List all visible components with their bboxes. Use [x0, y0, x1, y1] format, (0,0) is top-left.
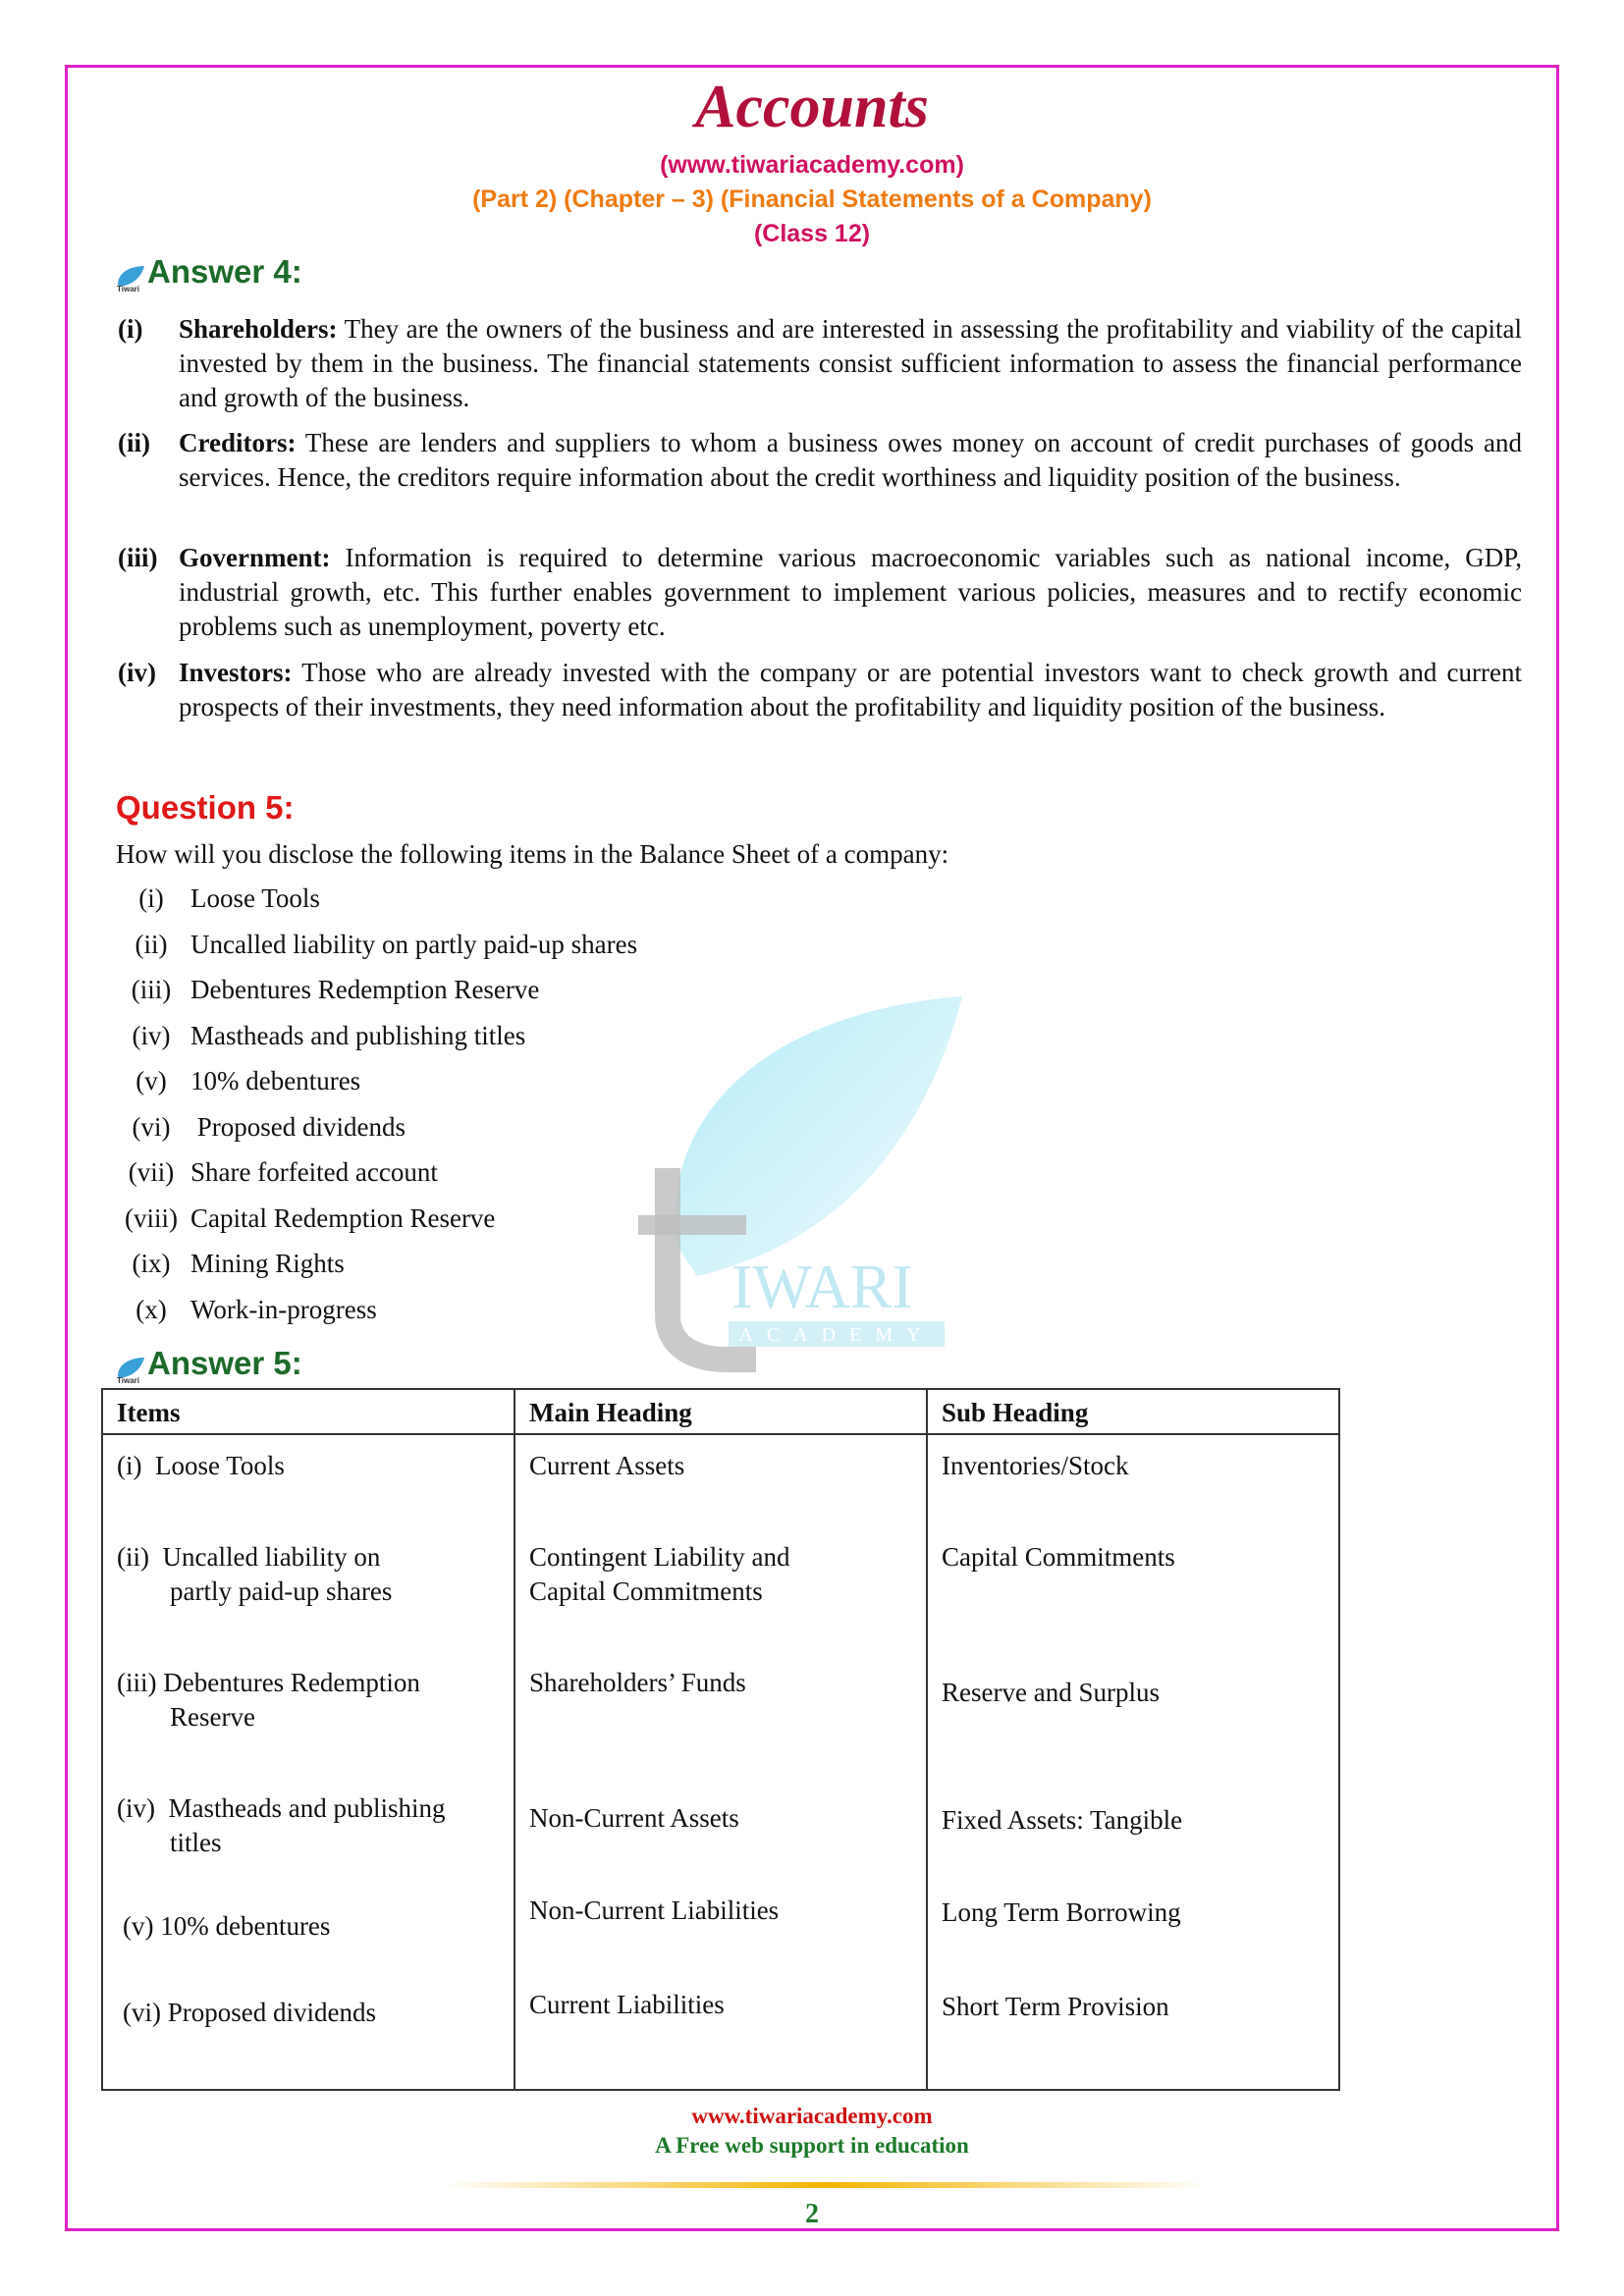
item-text: These are lenders and suppliers to whom a business owes money on account of credit purchases of goods and services. Hence, the creditors require information about the credit worthiness and liquidity position of the business. — [179, 428, 1522, 492]
column-header-main-heading: Main Heading — [514, 1389, 927, 1434]
table-row — [102, 1434, 1339, 1526]
cell-item: (i) Loose Tools — [102, 1434, 514, 1526]
watermark-brand-top: IWARI — [731, 1252, 913, 1321]
cell-sub-heading: Inventories/Stock — [927, 1434, 1339, 1526]
answer-4-heading — [116, 253, 302, 291]
header-chapter-line: (Part 2) (Chapter – 3) (Financial Statements of a Company) — [472, 186, 1152, 213]
answer-4-item-3 — [118, 541, 1522, 644]
page-title: Accounts — [695, 74, 929, 140]
cell-item: (ii) Uncalled liability on partly paid-up shares — [102, 1526, 514, 1652]
tiwari-watermark-logo — [638, 991, 992, 1384]
cell-item: (v) 10% debentures — [102, 1876, 514, 1966]
cell-main-heading: Contingent Liability and Capital Commitments — [514, 1526, 927, 1652]
svg-text:Tiwari: Tiwari — [117, 285, 139, 293]
item-term: Investors: — [179, 658, 293, 687]
table-row — [102, 1526, 1339, 1652]
cell-sub-heading: Short Term Provision — [927, 1966, 1339, 2090]
question-5-heading: Question 5: — [116, 789, 295, 826]
cell-sub-heading: Long Term Borrowing — [927, 1876, 1339, 1966]
item-number: (iii) — [118, 543, 158, 572]
watermark-brand-bottom: ACADEMY — [738, 1324, 935, 1346]
answer-4-item-4 — [118, 656, 1522, 724]
tiwari-leaf-icon — [116, 263, 145, 291]
item-number: (iv) — [118, 658, 156, 687]
table-row — [102, 1778, 1339, 1876]
table-header-row — [102, 1389, 1339, 1434]
cell-main-heading: Non-Current Assets — [514, 1778, 927, 1876]
tiwari-leaf-icon — [116, 1355, 145, 1382]
column-header-items: Items — [102, 1389, 514, 1434]
answer-4-item-1 — [118, 312, 1522, 415]
cell-main-heading: Current Assets — [514, 1434, 927, 1526]
svg-text:Tiwari: Tiwari — [117, 1376, 139, 1384]
cell-item: (iii) Debentures Redemption Reserve — [102, 1652, 514, 1778]
answer-5-heading-text: Answer 5: — [147, 1345, 302, 1381]
answer-5-heading — [116, 1345, 302, 1382]
header-class-line: (Class 12) — [753, 220, 871, 247]
question-5-intro: How will you disclose the following items in the Balance Sheet of a company: — [116, 839, 949, 869]
cell-main-heading: Current Liabilities — [514, 1966, 927, 2090]
cell-main-heading: Shareholders’ Funds — [514, 1652, 927, 1778]
footer-url[interactable]: www.tiwariacademy.com — [691, 2104, 933, 2128]
item-text: Those who are already invested with the company or are potential investors want to check growth and current prospects of their investments, they need information about the profitability and liquidity position of the business. — [179, 658, 1522, 721]
item-number: (ii) — [118, 428, 150, 457]
footer-tagline: A Free web support in education — [655, 2133, 969, 2158]
item-term: Shareholders: — [179, 314, 338, 344]
page-number: 2 — [805, 2199, 819, 2229]
column-header-sub-heading: Sub Heading — [927, 1389, 1339, 1434]
item-number: (i) — [118, 314, 143, 344]
item-text: They are the owners of the business and are interested in assessing the profitability and viability of the capital invested by them in the business. The financial statements consist sufficient information to assess the financial performance and growth of the business. — [179, 314, 1522, 412]
item-text: Information is required to determine various macroeconomic variables such as national income, GDP, industrial growth, etc. This further enables government to implement various policies, measures and to rectify economic problems such as unemployment, poverty etc. — [179, 543, 1522, 641]
cell-sub-heading: Reserve and Surplus — [927, 1652, 1339, 1778]
answer-4-heading-text: Answer 4: — [147, 253, 302, 290]
table-row — [102, 1652, 1339, 1778]
cell-sub-heading: Fixed Assets: Tangible — [927, 1778, 1339, 1876]
header-url[interactable]: (www.tiwariacademy.com) — [660, 151, 964, 179]
item-term: Creditors: — [179, 428, 297, 457]
cell-item: (vi) Proposed dividends — [102, 1966, 514, 2090]
item-term: Government: — [179, 543, 331, 572]
cell-main-heading: Non-Current Liabilities — [514, 1876, 927, 1966]
footer-divider — [442, 2182, 1208, 2188]
answer-5-table — [101, 1388, 1340, 2091]
cell-sub-heading: Capital Commitments — [927, 1526, 1339, 1652]
answer-4-item-2 — [118, 426, 1522, 495]
table-row — [102, 1966, 1339, 2090]
table-row — [102, 1876, 1339, 1966]
cell-item: (iv) Mastheads and publishing titles — [102, 1778, 514, 1876]
